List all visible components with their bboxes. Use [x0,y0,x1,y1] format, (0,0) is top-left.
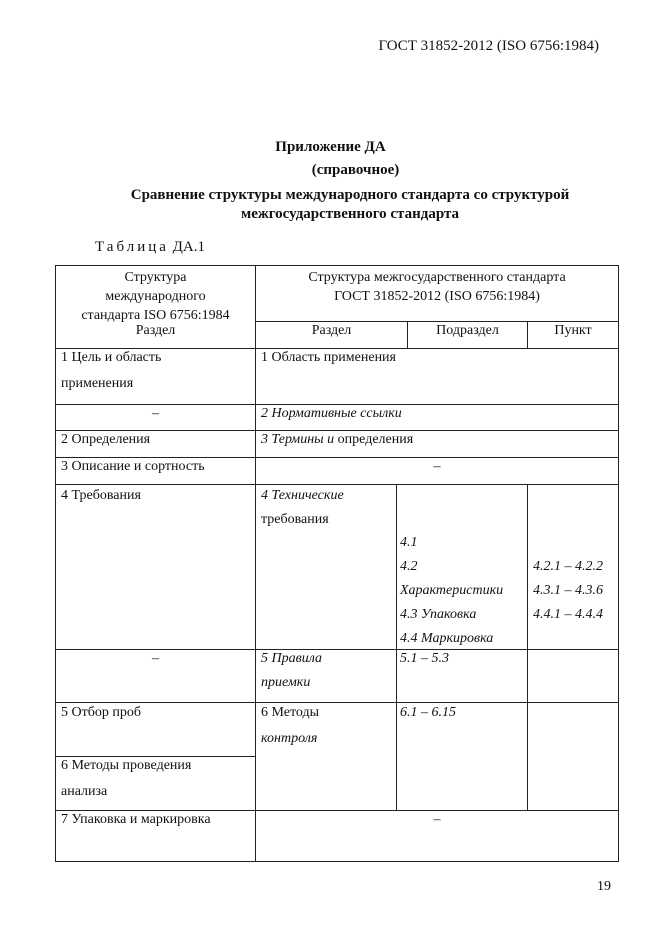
row5-sub-5: 4.4 Маркировка [400,631,494,646]
row1-intl-line-2: применения [61,376,134,391]
row5-item-3: 4.4.1 – 4.4.4 [533,607,603,622]
row5-intl: 4 Требования [61,488,141,503]
intl-header-line-3: стандарта ISO 6756:1984 [81,308,230,323]
row9-intl: 7 Упаковка и маркировка [61,812,211,827]
row5-items [533,555,618,627]
gost-header-line-2: ГОСТ 31852-2012 (ISO 6756:1984) [334,289,540,304]
row3-gost [261,428,611,452]
intl-header-line-1: Структура [124,270,187,285]
row3-gost-italic: 3 Термины и [261,432,335,447]
row5-sub-2: 4.2 [400,559,418,574]
row4-gost: – [433,459,441,474]
gost-header-line-1: Структура межгосударственного стандарта [308,270,566,285]
col-section: Раздел [311,323,352,338]
row6-sub: 5.1 – 5.3 [400,651,449,666]
intl-structure-header [56,268,255,325]
row6-intl: – [152,651,159,666]
row7-gost-line-1: 6 Методы [261,705,320,720]
appendix-subtitle: (справочное) [311,162,400,178]
row2-gost: 2 Нормативные ссылки [261,406,402,421]
row5-gost [261,484,395,532]
col-section-intl: Раздел [135,323,176,338]
appendix-title: Приложение ДА [275,139,386,155]
row7-gost-line-2: контроля [261,731,318,746]
row5-sub-3: Характеристики [400,583,504,598]
row8-intl-line-2: анализа [61,784,108,799]
row7-gost [261,701,395,751]
page-header-standard: ГОСТ 31852-2012 (ISO 6756:1984) [378,38,599,54]
table-caption-word: Таблица [95,239,169,255]
row5-item-2: 4.3.1 – 4.3.6 [533,583,603,598]
intl-header-line-2: международного [105,289,206,304]
row9-gost: – [433,812,441,827]
row5-gost-line-1: 4 Технические [261,488,344,503]
col-subsection: Подраздел [436,323,499,338]
gost-structure-header [256,268,618,306]
row2-intl: – [152,406,159,421]
comparison-line-1: Сравнение структуры международного стандарта со структурой [130,187,570,203]
row6-gost [261,647,395,695]
col-item: Пункт [554,323,592,338]
comparison-line-2: межгосударственного стандарта [240,206,460,222]
page-number: 19 [597,879,611,894]
row3-gost-normal: определения [334,432,414,447]
row7-sub: 6.1 – 6.15 [400,705,456,720]
row6-gost-line-2: приемки [261,675,311,690]
row1-intl [61,346,251,396]
row5-sub-1: 4.1 [400,535,418,550]
row4-intl: 3 Описание и сортность [61,459,205,474]
row1-gost: 1 Область применения [261,350,396,365]
row3-intl: 2 Определения [61,432,151,447]
row8-intl [61,754,251,804]
row6-gost-line-1: 5 Правила [261,651,322,666]
row5-item-1: 4.2.1 – 4.2.2 [533,559,603,574]
row5-subsections [400,531,526,651]
row7-intl: 5 Отбор проб [61,705,141,720]
row1-intl-line-1: 1 Цель и область [61,350,162,365]
table-caption-number: ДА.1 [172,239,205,255]
row8-intl-line-1: 6 Методы проведения [61,758,192,773]
row5-gost-line-2: требования [261,512,329,527]
row5-sub-4: 4.3 Упаковка [400,607,477,622]
